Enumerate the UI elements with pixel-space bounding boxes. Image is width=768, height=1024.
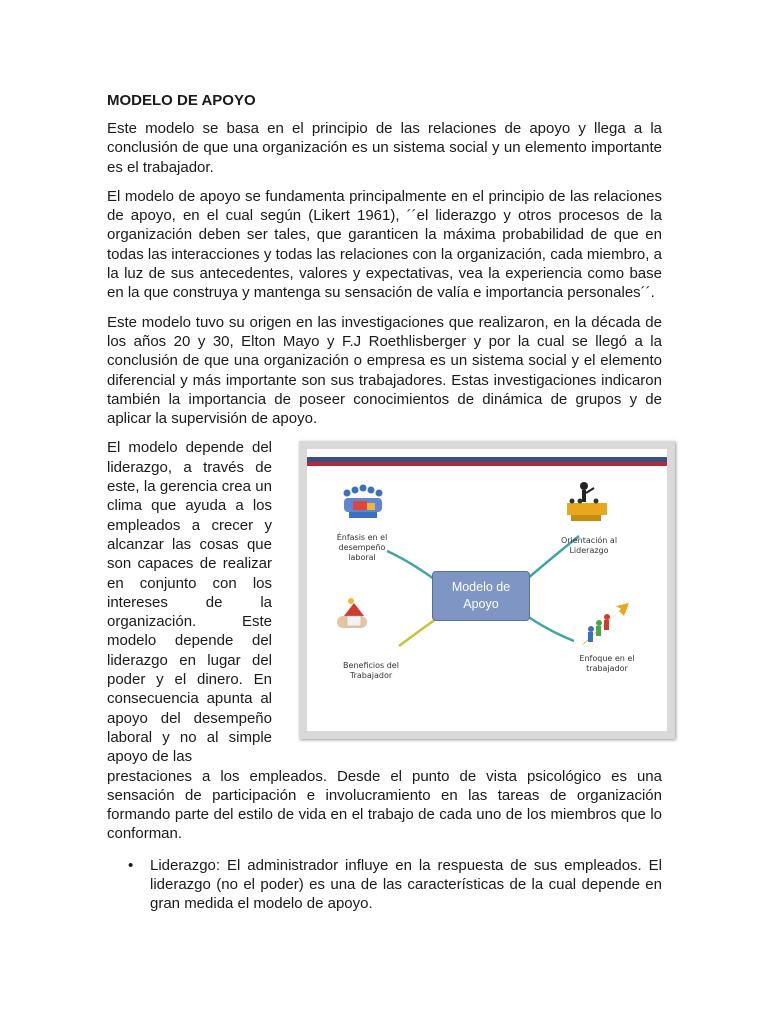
bullet-item-liderazgo xyxy=(107,856,662,914)
node-label-enfasis: Énfasis en el desempeño laboral xyxy=(336,533,388,562)
node-label-enfoque: Enfoque en el trabajador xyxy=(579,654,635,673)
paragraph-4-continued: prestaciones a los empleados. Desde el punto de vista psicológico es una sensación de participación e involucramiento en las tareas de organización formando parte del estilo de vida en el trabajo de cada uno de los miembros que lo conforman. xyxy=(107,767,662,843)
center-node-label: Modelo de Apoyo xyxy=(451,580,511,611)
node-label-beneficios: Beneficios del Trabajador xyxy=(343,661,399,680)
node-label-orientacion: Orientación al Liderazgo xyxy=(560,536,618,555)
paragraph-4-wrapped: El modelo depende del liderazgo, a través de este, la gerencia crea un clima que ayuda a los empleados a crecer y alcanzar las cosas que son capaces de realizar en conjunto con los intereses de la organización. Este modelo depende del liderazgo en lugar del poder y el dinero. En consecuencia apunta al apoyo del desempeño laboral y no al simple apoyo de las xyxy=(107,439,272,766)
house-hand-icon xyxy=(337,598,367,628)
bullet-list xyxy=(107,856,662,914)
mind-map-figure xyxy=(299,441,675,739)
bullet-dot: • xyxy=(128,856,134,874)
document-title: MODELO DE APOYO xyxy=(107,92,256,109)
paragraph-2: El modelo de apoyo se fundamenta principalmente en el principio de las relaciones de apoyo, en el cual según (Likert 1961), ´´el liderazgo y otros procesos de la organización deben ser tales, que garanticen la máxima probabilidad de que en todas las interacciones y todas las relaciones con la organización, cada miembro, a la luz de sus antecedentes, valores y expectativas, vea la experiencia como base en la que construya y mantenga su sensación de valía e importancia personales´´. xyxy=(107,187,662,302)
paragraph-1: Este modelo se basa en el principio de las relaciones de apoyo y llega a la conclusión de que una organización es un sistema social y un elemento importante es el trabajador. xyxy=(107,120,662,176)
rising-arrow-icon xyxy=(582,603,629,646)
people-chart-icon xyxy=(344,485,383,519)
paragraph-3: Este modelo tuvo su origen en las investigaciones que realizaron, en la década de los años 20 y 30, Elton Mayo y F.J Roethlisberger y por la cual se llegó a la conclusión de que una organización o empresa es un sistema social y el elemento diferencial y más importante son sus trabajadores. Estas investigaciones indicaron también la importancia de poseer conocimientos de dinámica de grupos y de aplicar la supervisión de apoyo. xyxy=(107,313,662,428)
center-node xyxy=(432,571,530,621)
leader-icon xyxy=(567,482,607,521)
connector-bottom-left xyxy=(399,619,436,646)
connector-bottom-right xyxy=(527,616,574,641)
bullet-text: Liderazgo: El administrador influye en la respuesta de sus empleados. El liderazgo (no el poder) es una de las características de la cual depende en gran medida el modelo de apoyo. xyxy=(150,856,662,913)
